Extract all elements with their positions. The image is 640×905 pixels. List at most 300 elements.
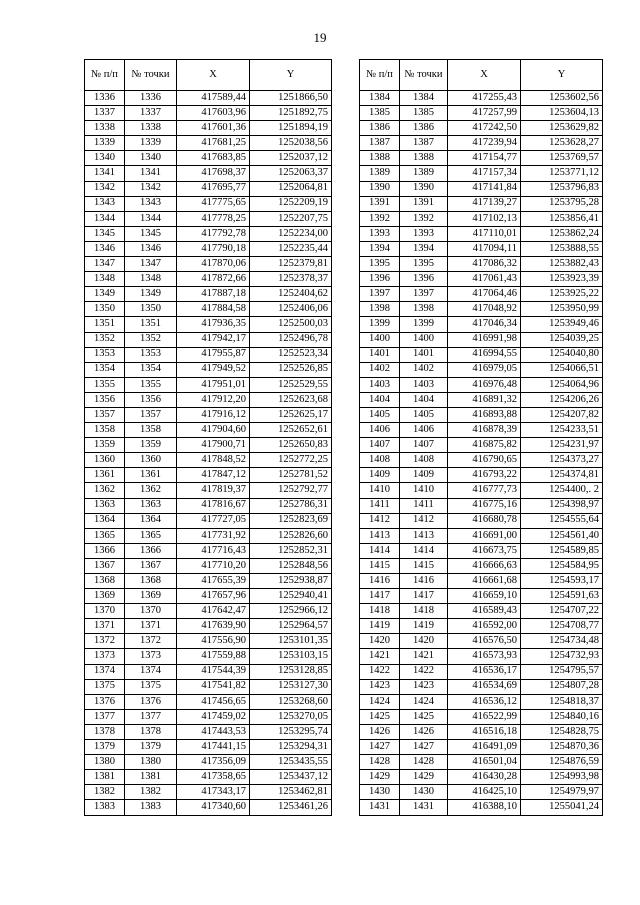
cell-index: 1372: [85, 634, 125, 649]
cell-y: 1252652,61: [250, 423, 332, 438]
cell-point: 1372: [125, 634, 177, 649]
cell-point: 1368: [125, 574, 177, 589]
cell-point: 1344: [125, 211, 177, 226]
table-row: [360, 241, 603, 256]
cell-y: 1254400,. 2: [521, 483, 603, 498]
cell-y: 1252209,19: [250, 196, 332, 211]
cell-index: 1348: [85, 272, 125, 287]
cell-y: 1252379,81: [250, 257, 332, 272]
cell-index: 1349: [85, 287, 125, 302]
cell-index: 1350: [85, 302, 125, 317]
table-row: [360, 151, 603, 166]
cell-index: 1411: [360, 498, 400, 513]
table-row: [360, 257, 603, 272]
cell-point: 1389: [400, 166, 448, 181]
cell-x: 417716,43: [177, 543, 250, 558]
cell-y: 1253856,41: [521, 211, 603, 226]
table-row: [85, 649, 332, 664]
cell-point: 1360: [125, 453, 177, 468]
table-row: [360, 498, 603, 513]
cell-y: 1253628,27: [521, 136, 603, 151]
cell-point: 1402: [400, 362, 448, 377]
table-row: [85, 724, 332, 739]
cell-y: 1253268,60: [250, 694, 332, 709]
cell-point: 1381: [125, 770, 177, 785]
cell-point: 1409: [400, 468, 448, 483]
table-row: [85, 166, 332, 181]
cell-y: 1253103,15: [250, 649, 332, 664]
cell-index: 1373: [85, 649, 125, 664]
cell-y: 1254233,51: [521, 423, 603, 438]
cell-y: 1254066,51: [521, 362, 603, 377]
cell-point: 1407: [400, 438, 448, 453]
cell-x: 417904,60: [177, 423, 250, 438]
cell-x: 417094,11: [448, 241, 521, 256]
cell-x: 417872,66: [177, 272, 250, 287]
cell-y: 1252772,25: [250, 453, 332, 468]
cell-point: 1386: [400, 121, 448, 136]
cell-y: 1253435,55: [250, 755, 332, 770]
table-row: [360, 664, 603, 679]
cell-x: 417778,25: [177, 211, 250, 226]
table-row: [85, 241, 332, 256]
cell-index: 1344: [85, 211, 125, 226]
cell-point: 1366: [125, 543, 177, 558]
cell-x: 416522,99: [448, 709, 521, 724]
cell-y: 1253629,82: [521, 121, 603, 136]
cell-x: 416691,00: [448, 528, 521, 543]
table-row: [85, 377, 332, 392]
table-row: [85, 332, 332, 347]
table-row: [360, 453, 603, 468]
cell-index: 1424: [360, 694, 400, 709]
table-row: [360, 272, 603, 287]
cell-x: 417698,37: [177, 166, 250, 181]
cell-point: 1419: [400, 619, 448, 634]
table-row: [85, 317, 332, 332]
cell-x: 416536,17: [448, 664, 521, 679]
cell-y: 1254734,48: [521, 634, 603, 649]
cell-y: 1252781,52: [250, 468, 332, 483]
cell-y: 1252235,44: [250, 241, 332, 256]
table-row: [85, 226, 332, 241]
cell-y: 1252500,03: [250, 317, 332, 332]
cell-y: 1254398,97: [521, 498, 603, 513]
cell-point: 1425: [400, 709, 448, 724]
cell-x: 417790,18: [177, 241, 250, 256]
cell-point: 1373: [125, 649, 177, 664]
cell-x: 416536,12: [448, 694, 521, 709]
cell-x: 417657,96: [177, 589, 250, 604]
cell-x: 417102,13: [448, 211, 521, 226]
cell-index: 1386: [360, 121, 400, 136]
cell-x: 417936,35: [177, 317, 250, 332]
cell-y: 1253128,85: [250, 664, 332, 679]
table-row: [360, 106, 603, 121]
cell-index: 1339: [85, 136, 125, 151]
cell-y: 1252823,69: [250, 513, 332, 528]
table-row: [85, 604, 332, 619]
cell-index: 1347: [85, 257, 125, 272]
cell-point: 1413: [400, 528, 448, 543]
table-row: [360, 332, 603, 347]
cell-y: 1254818,37: [521, 694, 603, 709]
table-row: [85, 211, 332, 226]
cell-y: 1253888,55: [521, 241, 603, 256]
cell-point: 1343: [125, 196, 177, 211]
cell-x: 416388,10: [448, 800, 521, 815]
cell-x: 417443,53: [177, 724, 250, 739]
cell-index: 1412: [360, 513, 400, 528]
table-row: [85, 106, 332, 121]
cell-x: 417356,09: [177, 755, 250, 770]
table-row: [360, 543, 603, 558]
table-header-row: [360, 60, 603, 91]
cell-y: 1254979,97: [521, 785, 603, 800]
cell-x: 416875,82: [448, 438, 521, 453]
cell-point: 1414: [400, 543, 448, 558]
cell-y: 1252650,83: [250, 438, 332, 453]
cell-index: 1368: [85, 574, 125, 589]
cell-index: 1376: [85, 694, 125, 709]
table-row: [360, 468, 603, 483]
cell-index: 1370: [85, 604, 125, 619]
table-row: [85, 543, 332, 558]
cell-x: 417239,94: [448, 136, 521, 151]
cell-y: 1253604,13: [521, 106, 603, 121]
cell-x: 416661,68: [448, 574, 521, 589]
table-row: [85, 679, 332, 694]
cell-y: 1252038,56: [250, 136, 332, 151]
cell-y: 1253769,57: [521, 151, 603, 166]
cell-x: 416659,10: [448, 589, 521, 604]
cell-index: 1369: [85, 589, 125, 604]
header-y: Y: [521, 60, 603, 91]
table-row: [360, 423, 603, 438]
cell-point: 1341: [125, 166, 177, 181]
table-row: [85, 800, 332, 815]
table-row: [360, 347, 603, 362]
cell-x: 417141,84: [448, 181, 521, 196]
cell-y: 1254795,57: [521, 664, 603, 679]
cell-y: 1253950,99: [521, 302, 603, 317]
cell-index: 1363: [85, 498, 125, 513]
cell-index: 1396: [360, 272, 400, 287]
cell-point: 1371: [125, 619, 177, 634]
cell-x: 417139,27: [448, 196, 521, 211]
cell-point: 1370: [125, 604, 177, 619]
table-row: [85, 392, 332, 407]
cell-point: 1415: [400, 558, 448, 573]
cell-point: 1424: [400, 694, 448, 709]
cell-point: 1361: [125, 468, 177, 483]
cell-x: 416425,10: [448, 785, 521, 800]
cell-index: 1362: [85, 483, 125, 498]
table-row: [360, 196, 603, 211]
cell-index: 1414: [360, 543, 400, 558]
cell-y: 1254374,81: [521, 468, 603, 483]
cell-y: 1253882,43: [521, 257, 603, 272]
cell-y: 1253795,28: [521, 196, 603, 211]
cell-index: 1404: [360, 392, 400, 407]
cell-y: 1254064,96: [521, 377, 603, 392]
cell-y: 1254206,26: [521, 392, 603, 407]
cell-point: 1408: [400, 453, 448, 468]
cell-point: 1393: [400, 226, 448, 241]
cell-point: 1382: [125, 785, 177, 800]
cell-y: 1252625,17: [250, 407, 332, 422]
header-point: № точки: [400, 60, 448, 91]
cell-x: 416666,63: [448, 558, 521, 573]
cell-x: 416573,93: [448, 649, 521, 664]
cell-y: 1254876,59: [521, 755, 603, 770]
table-row: [85, 438, 332, 453]
table-row: [360, 362, 603, 377]
cell-x: 416893,88: [448, 407, 521, 422]
table-row: [360, 558, 603, 573]
cell-x: 416878,39: [448, 423, 521, 438]
cell-y: 1253462,81: [250, 785, 332, 800]
cell-x: 417343,17: [177, 785, 250, 800]
cell-index: 1391: [360, 196, 400, 211]
cell-y: 1253437,12: [250, 770, 332, 785]
table-row: [360, 513, 603, 528]
cell-point: 1362: [125, 483, 177, 498]
cell-point: 1346: [125, 241, 177, 256]
table-row: [85, 181, 332, 196]
cell-point: 1395: [400, 257, 448, 272]
cell-y: 1254870,36: [521, 740, 603, 755]
cell-x: 416501,04: [448, 755, 521, 770]
cell-index: 1395: [360, 257, 400, 272]
table-row: [85, 468, 332, 483]
cell-y: 1253461,26: [250, 800, 332, 815]
cell-point: 1410: [400, 483, 448, 498]
cell-point: 1380: [125, 755, 177, 770]
cell-point: 1383: [125, 800, 177, 815]
cell-x: 416777,73: [448, 483, 521, 498]
cell-index: 1390: [360, 181, 400, 196]
cell-x: 416516,18: [448, 724, 521, 739]
cell-y: 1252848,56: [250, 558, 332, 573]
cell-index: 1355: [85, 377, 125, 392]
cell-x: 417870,06: [177, 257, 250, 272]
cell-x: 417887,18: [177, 287, 250, 302]
cell-y: 1252063,37: [250, 166, 332, 181]
cell-y: 1252064,81: [250, 181, 332, 196]
header-x: X: [177, 60, 250, 91]
cell-point: 1377: [125, 709, 177, 724]
cell-index: 1384: [360, 91, 400, 106]
cell-point: 1347: [125, 257, 177, 272]
cell-index: 1364: [85, 513, 125, 528]
cell-index: 1403: [360, 377, 400, 392]
cell-index: 1353: [85, 347, 125, 362]
cell-y: 1254589,85: [521, 543, 603, 558]
cell-index: 1383: [85, 800, 125, 815]
cell-point: 1416: [400, 574, 448, 589]
table-row: [85, 302, 332, 317]
table-row: [360, 679, 603, 694]
cell-index: 1427: [360, 740, 400, 755]
cell-y: 1251894,19: [250, 121, 332, 136]
cell-y: 1253923,39: [521, 272, 603, 287]
cell-index: 1423: [360, 679, 400, 694]
cell-point: 1348: [125, 272, 177, 287]
cell-x: 417257,99: [448, 106, 521, 121]
cell-index: 1382: [85, 785, 125, 800]
cell-x: 417048,92: [448, 302, 521, 317]
cell-point: 1400: [400, 332, 448, 347]
table-header-row: [85, 60, 332, 91]
cell-x: 417655,39: [177, 574, 250, 589]
cell-x: 416891,32: [448, 392, 521, 407]
cell-point: 1399: [400, 317, 448, 332]
cell-y: 1252037,12: [250, 151, 332, 166]
cell-x: 417255,43: [448, 91, 521, 106]
cell-index: 1407: [360, 438, 400, 453]
table-row: [360, 181, 603, 196]
table-row: [85, 770, 332, 785]
cell-index: 1385: [360, 106, 400, 121]
cell-point: 1392: [400, 211, 448, 226]
cell-index: 1352: [85, 332, 125, 347]
cell-point: 1369: [125, 589, 177, 604]
cell-index: 1421: [360, 649, 400, 664]
cell-x: 417358,65: [177, 770, 250, 785]
cell-point: 1376: [125, 694, 177, 709]
cell-index: 1392: [360, 211, 400, 226]
cell-point: 1394: [400, 241, 448, 256]
cell-point: 1351: [125, 317, 177, 332]
cell-y: 1254993,98: [521, 770, 603, 785]
table-row: [85, 619, 332, 634]
cell-index: 1357: [85, 407, 125, 422]
table-row: [360, 483, 603, 498]
cell-x: 417816,67: [177, 498, 250, 513]
cell-x: 417589,44: [177, 91, 250, 106]
table-row: [360, 785, 603, 800]
table-row: [360, 574, 603, 589]
table-row: [360, 407, 603, 422]
cell-point: 1385: [400, 106, 448, 121]
cell-index: 1408: [360, 453, 400, 468]
table-row: [85, 634, 332, 649]
table-row: [85, 136, 332, 151]
cell-point: 1336: [125, 91, 177, 106]
cell-x: 416534,69: [448, 679, 521, 694]
table-row: [360, 226, 603, 241]
cell-y: 1254039,25: [521, 332, 603, 347]
cell-x: 416994,55: [448, 347, 521, 362]
table-row: [85, 589, 332, 604]
cell-y: 1253771,12: [521, 166, 603, 181]
cell-x: 417559,88: [177, 649, 250, 664]
table-row: [85, 423, 332, 438]
cell-x: 417459,02: [177, 709, 250, 724]
cell-x: 417912,20: [177, 392, 250, 407]
cell-index: 1413: [360, 528, 400, 543]
cell-y: 1251892,75: [250, 106, 332, 121]
cell-x: 417046,34: [448, 317, 521, 332]
table-row: [85, 558, 332, 573]
table-row: [360, 724, 603, 739]
cell-y: 1252234,00: [250, 226, 332, 241]
cell-point: 1345: [125, 226, 177, 241]
cell-x: 416430,28: [448, 770, 521, 785]
cell-index: 1398: [360, 302, 400, 317]
table-row: [360, 438, 603, 453]
table-row: [85, 272, 332, 287]
table-row: [85, 528, 332, 543]
cell-x: 417544,39: [177, 664, 250, 679]
header-x: X: [448, 60, 521, 91]
cell-y: 1254707,22: [521, 604, 603, 619]
cell-index: 1389: [360, 166, 400, 181]
cell-x: 416793,22: [448, 468, 521, 483]
cell-point: 1364: [125, 513, 177, 528]
cell-index: 1430: [360, 785, 400, 800]
cell-index: 1340: [85, 151, 125, 166]
cell-point: 1391: [400, 196, 448, 211]
cell-point: 1412: [400, 513, 448, 528]
cell-x: 417541,82: [177, 679, 250, 694]
cell-index: 1374: [85, 664, 125, 679]
cell-point: 1420: [400, 634, 448, 649]
cell-index: 1397: [360, 287, 400, 302]
cell-point: 1387: [400, 136, 448, 151]
cell-y: 1252938,87: [250, 574, 332, 589]
cell-index: 1420: [360, 634, 400, 649]
table-row: [85, 513, 332, 528]
cell-point: 1430: [400, 785, 448, 800]
table-row: [360, 317, 603, 332]
header-y: Y: [250, 60, 332, 91]
header-index: № п/п: [85, 60, 125, 91]
cell-y: 1252496,78: [250, 332, 332, 347]
cell-point: 1338: [125, 121, 177, 136]
table-row: [85, 362, 332, 377]
cell-point: 1396: [400, 272, 448, 287]
cell-point: 1359: [125, 438, 177, 453]
cell-index: 1365: [85, 528, 125, 543]
cell-index: 1399: [360, 317, 400, 332]
cell-point: 1375: [125, 679, 177, 694]
table-row: [360, 91, 603, 106]
cell-x: 416775,16: [448, 498, 521, 513]
cell-y: 1253270,05: [250, 709, 332, 724]
cell-index: 1410: [360, 483, 400, 498]
cell-point: 1352: [125, 332, 177, 347]
cell-x: 417683,85: [177, 151, 250, 166]
cell-y: 1255041,24: [521, 800, 603, 815]
table-row: [360, 740, 603, 755]
cell-index: 1337: [85, 106, 125, 121]
cell-index: 1428: [360, 755, 400, 770]
header-point: № точки: [125, 60, 177, 91]
table-body-left: [85, 91, 332, 816]
table-row: [360, 589, 603, 604]
cell-point: 1406: [400, 423, 448, 438]
cell-x: 417064,46: [448, 287, 521, 302]
cell-x: 417556,90: [177, 634, 250, 649]
page-number: 19: [313, 30, 327, 45]
cell-point: 1367: [125, 558, 177, 573]
cell-index: 1366: [85, 543, 125, 558]
cell-index: 1380: [85, 755, 125, 770]
cell-point: 1418: [400, 604, 448, 619]
table-row: [85, 709, 332, 724]
